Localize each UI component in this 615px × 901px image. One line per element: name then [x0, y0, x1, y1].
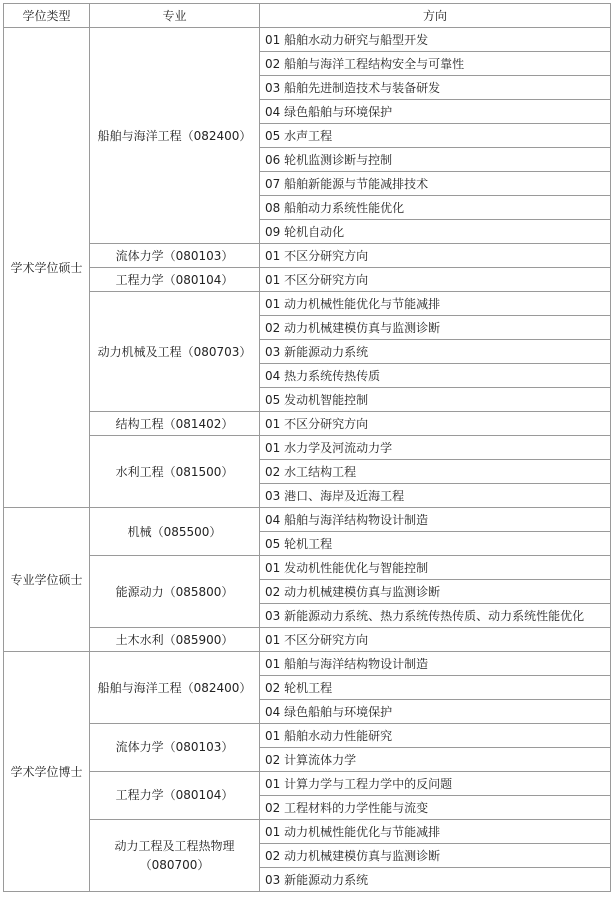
direction-cell: 03 港口、海岸及近海工程 [260, 484, 611, 508]
direction-cell: 04 绿色船舶与环境保护 [260, 100, 611, 124]
direction-cell: 04 绿色船舶与环境保护 [260, 700, 611, 724]
direction-cell: 02 工程材料的力学性能与流变 [260, 796, 611, 820]
direction-cell: 03 新能源动力系统 [260, 340, 611, 364]
table-row [4, 652, 611, 676]
degree-type-cell: 学术学位博士 [4, 652, 90, 892]
direction-cell: 08 船舶动力系统性能优化 [260, 196, 611, 220]
direction-cell: 04 船舶与海洋结构物设计制造 [260, 508, 611, 532]
major-cell: 机械（085500） [90, 508, 260, 556]
direction-cell: 05 轮机工程 [260, 532, 611, 556]
direction-cell: 01 计算力学与工程力学中的反问题 [260, 772, 611, 796]
major-cell: 流体力学（080103） [90, 724, 260, 772]
direction-cell: 01 动力机械性能优化与节能减排 [260, 292, 611, 316]
programs-table [3, 3, 611, 892]
major-cell: 水利工程（081500） [90, 436, 260, 508]
table-row [4, 28, 611, 52]
direction-cell: 02 动力机械建模仿真与监测诊断 [260, 580, 611, 604]
direction-cell: 01 动力机械性能优化与节能减排 [260, 820, 611, 844]
table-row [4, 508, 611, 532]
header-major: 专业 [90, 4, 260, 28]
direction-cell: 04 热力系统传热传质 [260, 364, 611, 388]
degree-type-cell: 专业学位硕士 [4, 508, 90, 652]
direction-cell: 02 水工结构工程 [260, 460, 611, 484]
table-row [4, 244, 611, 268]
header-direction: 方向 [260, 4, 611, 28]
direction-cell: 09 轮机自动化 [260, 220, 611, 244]
major-cell: 动力工程及工程热物理（080700） [90, 820, 260, 892]
major-cell: 土木水利（085900） [90, 628, 260, 652]
direction-cell: 02 船舶与海洋工程结构安全与可靠性 [260, 52, 611, 76]
table-row [4, 268, 611, 292]
table-row [4, 724, 611, 748]
table-row [4, 412, 611, 436]
table-row [4, 292, 611, 316]
major-cell: 工程力学（080104） [90, 772, 260, 820]
direction-cell: 01 不区分研究方向 [260, 244, 611, 268]
direction-cell: 02 动力机械建模仿真与监测诊断 [260, 844, 611, 868]
direction-cell: 01 发动机性能优化与智能控制 [260, 556, 611, 580]
major-cell: 工程力学（080104） [90, 268, 260, 292]
direction-cell: 03 船舶先进制造技术与装备研发 [260, 76, 611, 100]
direction-cell: 01 不区分研究方向 [260, 412, 611, 436]
table-row [4, 436, 611, 460]
direction-cell: 01 船舶与海洋结构物设计制造 [260, 652, 611, 676]
direction-cell: 03 新能源动力系统 [260, 868, 611, 892]
direction-cell: 07 船舶新能源与节能减排技术 [260, 172, 611, 196]
direction-cell: 02 轮机工程 [260, 676, 611, 700]
direction-cell: 01 船舶水动力研究与船型开发 [260, 28, 611, 52]
header-row [4, 4, 611, 28]
major-cell: 船舶与海洋工程（082400） [90, 28, 260, 244]
direction-cell: 01 水力学及河流动力学 [260, 436, 611, 460]
table-row [4, 628, 611, 652]
major-cell: 结构工程（081402） [90, 412, 260, 436]
direction-cell: 02 计算流体力学 [260, 748, 611, 772]
direction-cell: 01 船舶水动力性能研究 [260, 724, 611, 748]
direction-cell: 02 动力机械建模仿真与监测诊断 [260, 316, 611, 340]
major-cell: 流体力学（080103） [90, 244, 260, 268]
table-body [4, 28, 611, 892]
major-cell: 船舶与海洋工程（082400） [90, 652, 260, 724]
direction-cell: 01 不区分研究方向 [260, 628, 611, 652]
direction-cell: 03 新能源动力系统、热力系统传热传质、动力系统性能优化 [260, 604, 611, 628]
direction-cell: 05 发动机智能控制 [260, 388, 611, 412]
direction-cell: 06 轮机监测诊断与控制 [260, 148, 611, 172]
table-row [4, 772, 611, 796]
header-degree-type: 学位类型 [4, 4, 90, 28]
major-cell: 动力机械及工程（080703） [90, 292, 260, 412]
table-row [4, 556, 611, 580]
direction-cell: 01 不区分研究方向 [260, 268, 611, 292]
table-row [4, 820, 611, 844]
degree-type-cell: 学术学位硕士 [4, 28, 90, 508]
direction-cell: 05 水声工程 [260, 124, 611, 148]
major-cell: 能源动力（085800） [90, 556, 260, 628]
